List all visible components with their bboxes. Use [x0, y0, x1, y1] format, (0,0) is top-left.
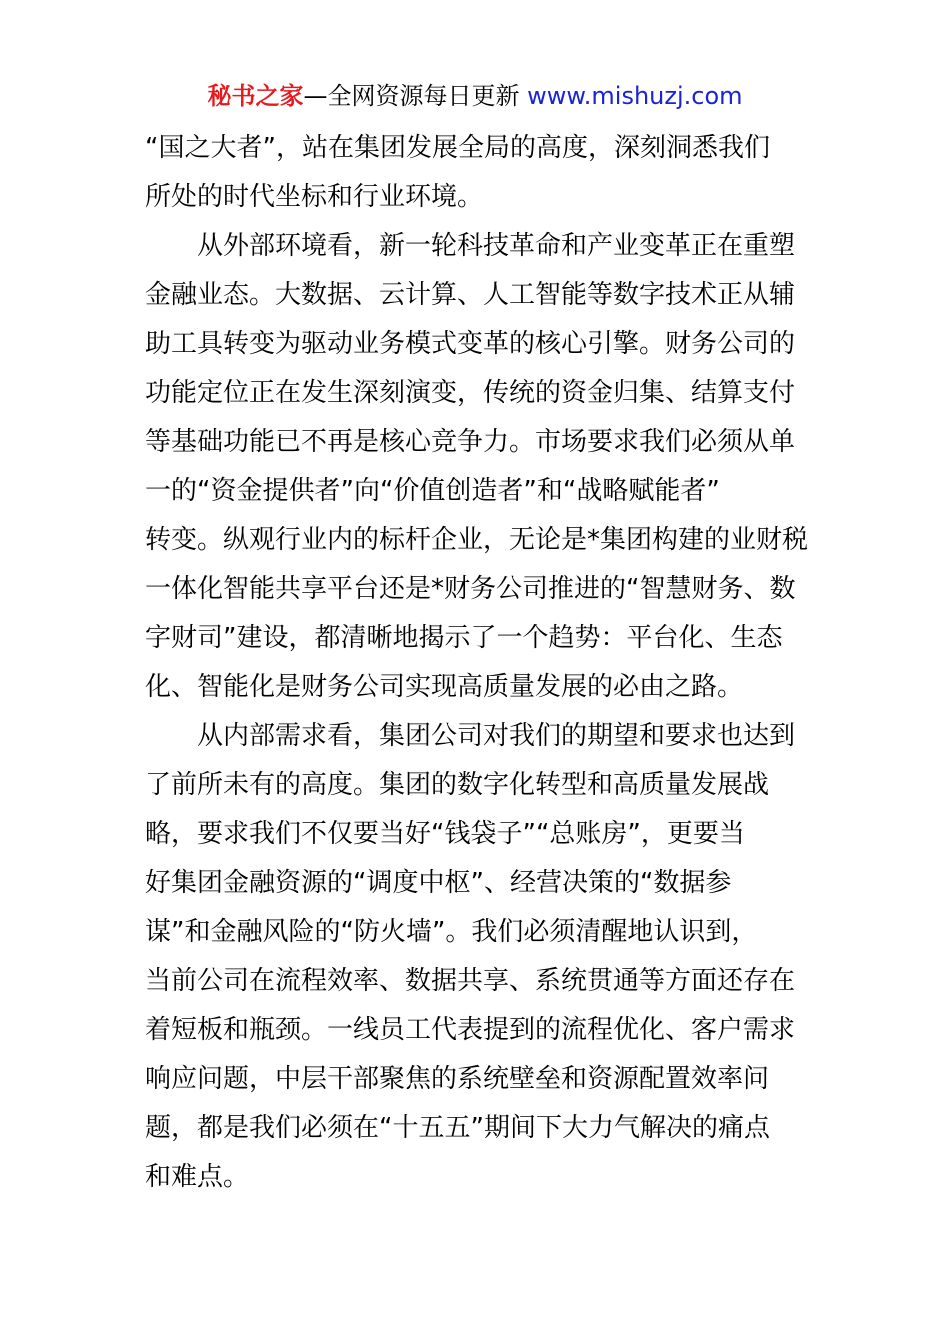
text-line: 转变。纵观行业内的标杆企业，无论是*集团构建的业财税: [145, 525, 809, 555]
text-line: 从外部环境看，新一轮科技革命和产业变革正在重塑: [145, 231, 796, 261]
text-line: 一体化智能共享平台还是*财务公司推进的“智慧财务、数: [145, 574, 796, 604]
text-line: 了前所未有的高度。集团的数字化转型和高质量发展战: [145, 770, 770, 800]
text-line: 功能定位正在发生深刻演变，传统的资金归集、结算支付: [145, 378, 796, 408]
text-line: 助工具转变为驱动业务模式变革的核心引擎。财务公司的: [145, 329, 796, 359]
site-tagline: —全网资源每日更新: [303, 82, 520, 110]
text-line: 题，都是我们必须在“十五五”期间下大力气解决的痛点: [145, 1113, 770, 1143]
site-url-link[interactable]: www.mishuzj.com: [527, 82, 743, 110]
text-line: 当前公司在流程效率、数据共享、系统贯通等方面还存在: [145, 966, 796, 996]
text-line: 和难点。: [145, 1162, 250, 1192]
text-line: 化、智能化是财务公司实现高质量发展的必由之路。: [145, 672, 744, 702]
text-line: 等基础功能已不再是核心竞争力。市场要求我们必须从单: [145, 427, 796, 457]
text-line: 金融业态。大数据、云计算、人工智能等数字技术正从辅: [145, 280, 796, 310]
site-header: [0, 80, 950, 112]
text-line: “国之大者”，站在集团发展全局的高度，深刻洞悉我们: [145, 133, 770, 163]
text-line: 从内部需求看，集团公司对我们的期望和要求也达到: [145, 721, 796, 751]
text-line: 着短板和瓶颈。一线员工代表提到的流程优化、客户需求: [145, 1015, 796, 1045]
document-body: [145, 124, 810, 1202]
text-line: 字财司”建设，都清晰地揭示了一个趋势：平台化、生态: [145, 623, 783, 653]
text-line: 一的“资金提供者”向“价值创造者”和“战略赋能者”: [145, 476, 720, 506]
text-line: 谋”和金融风险的“防火墙”。我们必须清醒地认识到，: [145, 917, 758, 947]
site-brand-name: 秘书之家: [207, 82, 304, 110]
text-line: 好集团金融资源的“调度中枢”、经营决策的“数据参: [145, 868, 732, 898]
text-line: 所处的时代坐标和行业环境。: [145, 182, 484, 212]
text-line: 响应问题，中层干部聚焦的系统壁垒和资源配置效率问: [145, 1064, 770, 1094]
text-line: 略，要求我们不仅要当好“钱袋子”“总账房”，更要当: [145, 819, 745, 849]
